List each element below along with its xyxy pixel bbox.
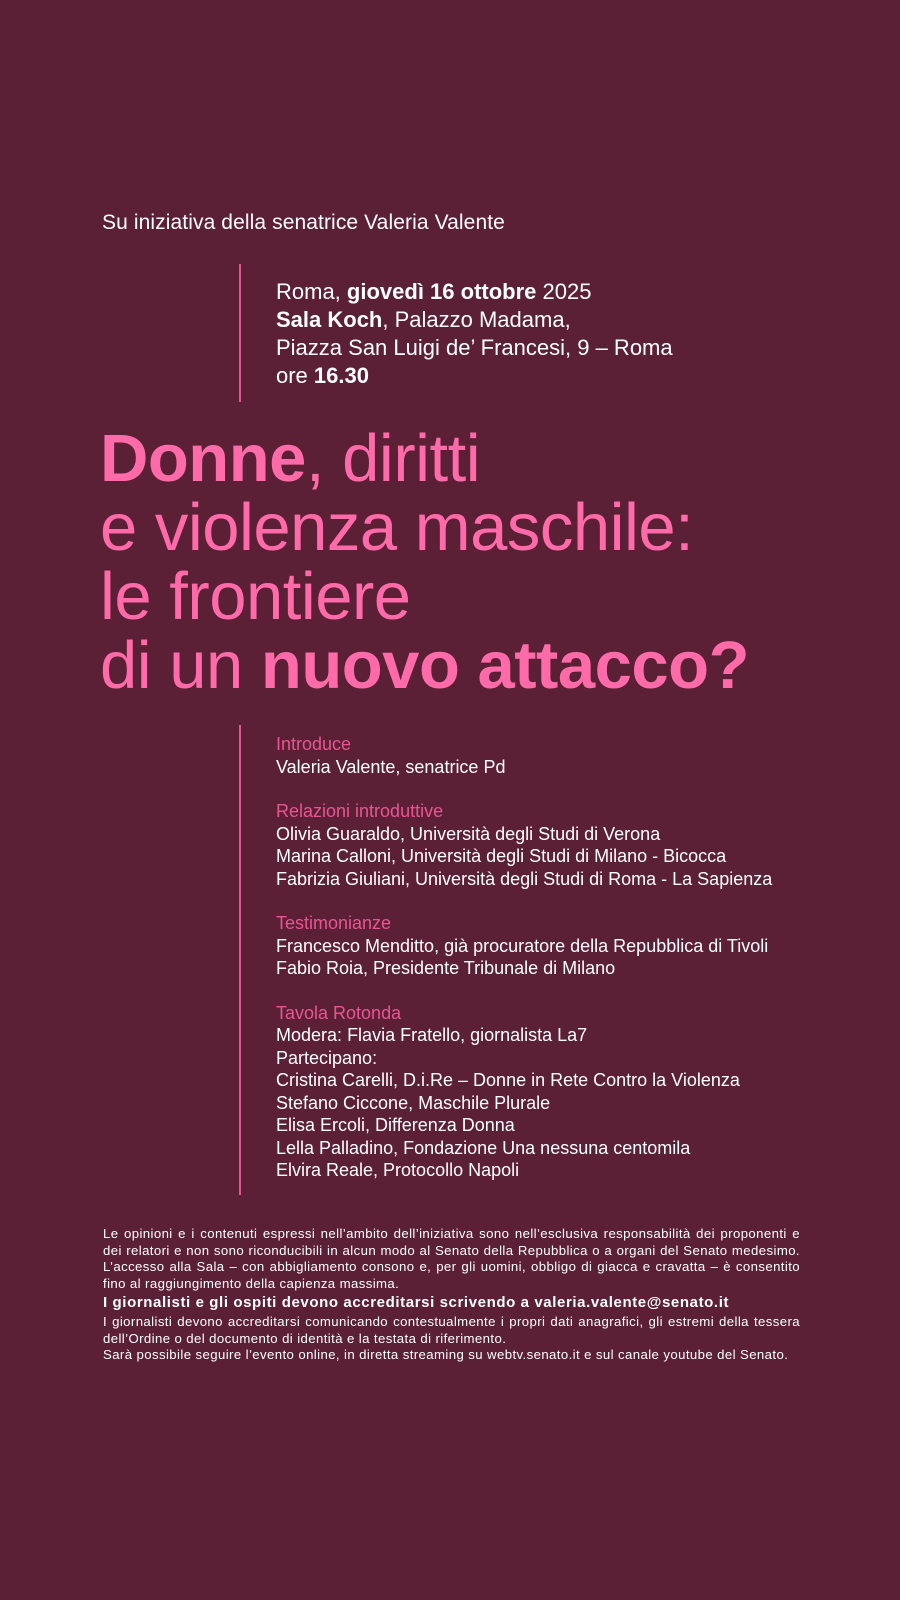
event-title [100, 421, 750, 703]
disclaimer-text: Le opinioni e i contenuti espressi nell’ambito dell’iniziativa sono nell’esclusiva responsabilità dei proponenti e dei relatori e non sono riconducibili in alcun modo al Senato della Repubblica o a organi del Senato medesimo. L’accesso alla Sala – con abbigliamento consono e, per gli uomini, obbligo di giacca e cravatta – è consentito fino al raggiungimento della capienza massima. [103, 1226, 800, 1291]
accreditation-notice: I giornalisti e gli ospiti devono accreditarsi scrivendo a valeria.valente@senato.it [103, 1294, 730, 1311]
event-date: giovedì 16 ottobre [346, 279, 537, 304]
speaker: Fabio Roia, Presidente Tribunale di Milano [276, 958, 616, 978]
speaker: Olivia Guaraldo, Università degli Studi di Verona [276, 823, 661, 844]
section-relazioni [276, 800, 772, 890]
title-line-4-bold: nuovo attacco? [260, 628, 750, 703]
title-line-4 [100, 628, 750, 703]
participants-label: Partecipano: [276, 1047, 378, 1068]
speaker: Valeria Valente, senatrice Pd [276, 756, 506, 777]
title-line-1 [100, 421, 749, 496]
section-label: Tavola Rotonda [276, 1002, 402, 1023]
title-line-3: le frontiere [100, 559, 411, 634]
event-city: Roma, [276, 279, 341, 304]
event-venue: Sala Koch [276, 307, 383, 332]
title-word-donne: Donne [100, 421, 306, 496]
accreditation-details: I giornalisti devono accreditarsi comunicando contestualmente i propri dati anagrafici, gli estremi della tessera dell’Ordine o del documento di identità e la testata di riferimento. [103, 1314, 800, 1346]
event-time-line [276, 362, 673, 390]
event-venue-line [276, 306, 673, 334]
section-testimonianze [276, 912, 772, 980]
event-details [276, 278, 673, 390]
section-label: Relazioni introduttive [276, 801, 444, 821]
program [276, 733, 772, 1204]
moderator-label: Modera: [276, 1025, 343, 1045]
title-line-2: e violenza maschile: [100, 490, 694, 565]
participant: Lella Palladino, Fondazione Una nessuna centomila [276, 1137, 691, 1158]
participant: Elvira Reale, Protocollo Napoli [276, 1160, 520, 1180]
event-time: 16.30 [313, 363, 369, 388]
moderator-line [276, 1024, 772, 1047]
participant: Elisa Ercoli, Differenza Donna [276, 1115, 515, 1135]
section-label: Introduce [276, 734, 352, 754]
speaker: Fabrizia Giuliani, Università degli Studi di Roma - La Sapienza [276, 868, 773, 889]
event-time-prefix: ore [276, 363, 308, 388]
speaker: Francesco Menditto, già procuratore della Repubblica di Tivoli [276, 935, 769, 956]
divider-line-bottom [239, 725, 241, 1195]
speaker: Marina Calloni, Università degli Studi di Milano - Bicocca [276, 846, 727, 866]
streaming-info: Sarà possibile seguire l’evento online, in diretta streaming su webtv.senato.it e sul canale youtube del Senato. [103, 1347, 789, 1362]
participant: Cristina Carelli, D.i.Re – Donne in Rete Contro la Violenza [276, 1070, 740, 1090]
section-tavola-rotonda [276, 1002, 772, 1182]
event-date-line [276, 278, 673, 306]
moderator: Flavia Fratello, giornalista La7 [347, 1025, 588, 1045]
section-introduce [276, 733, 772, 778]
section-label: Testimonianze [276, 913, 392, 933]
event-address: Piazza San Luigi de’ Francesi, 9 – Roma [276, 335, 673, 360]
event-palace: , Palazzo Madama, [382, 307, 571, 332]
title-line-1-rest: , diritti [305, 421, 481, 496]
participant: Stefano Ciccone, Maschile Plurale [276, 1092, 551, 1113]
event-year: 2025 [542, 279, 592, 304]
divider-line-top [239, 264, 241, 402]
title-line-4-pre: di un [100, 628, 261, 703]
initiative-line: Su iniziativa della senatrice Valeria Valente [102, 211, 505, 234]
disclaimer [103, 1226, 800, 1364]
